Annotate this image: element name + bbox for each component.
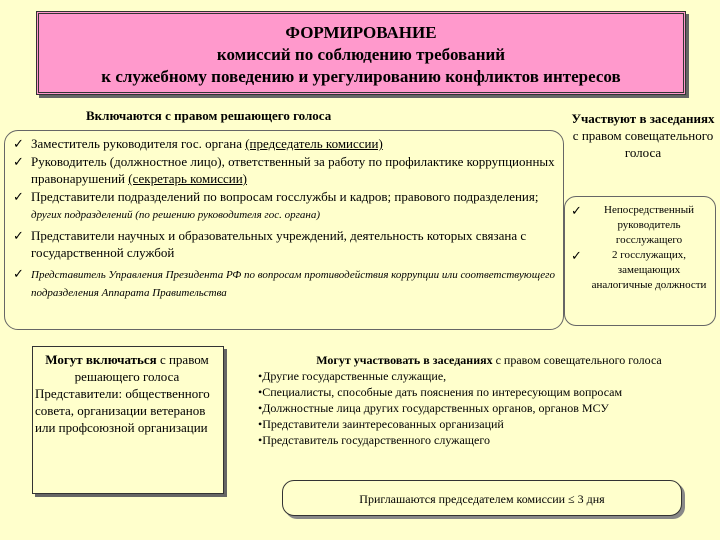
may-participate-item: •Другие государственные служащие, <box>258 369 447 383</box>
title-line-2: комиссий по соблюдению требований <box>216 45 506 64</box>
check-icon: ✓ <box>13 136 24 151</box>
may-participate-item: •Представитель государственного служащего <box>258 433 490 447</box>
participate-heading: Участвуют в заседаниях с правом совещательного голоса <box>571 111 715 160</box>
may-participate-item: •Должностные лица других государственных органов, органов МСУ <box>258 401 609 415</box>
may-include-heading: Могут включаться с правом решающего голоса <box>45 352 209 384</box>
title-line-1: ФОРМИРОВАНИЕ <box>285 23 437 42</box>
decisive-item-1: ✓ Заместитель руководителя гос. органа (председатель комиссии) <box>13 136 383 151</box>
check-icon: ✓ <box>571 248 582 263</box>
decisive-item-4: ✓ Представители научных и образовательных учреждений, деятельность которых связана с государственной службой <box>13 228 527 260</box>
check-icon: ✓ <box>13 154 24 169</box>
check-icon: ✓ <box>571 203 582 218</box>
decisive-heading: Включаются с правом решающего голоса <box>86 108 332 123</box>
title-line-3: к служебному поведению и урегулированию конфликтов интересов <box>101 67 621 86</box>
decisive-item-5: ✓ Представитель Управления Президента РФ по вопросам противодействия коррупции или соответствующего подразделения Аппарата Правительства <box>13 266 555 299</box>
check-icon: ✓ <box>13 189 24 204</box>
title-box <box>36 11 686 95</box>
decisive-box <box>4 130 564 330</box>
check-icon: ✓ <box>13 266 24 281</box>
invite-note: Приглашаются председателем комиссии ≤ 3 дня <box>282 480 682 516</box>
may-participate-heading: Могут участвовать в заседаниях с правом совещательного голоса <box>316 353 662 367</box>
may-participate-item: •Специалисты, способные дать пояснения по интересующим вопросам <box>258 385 623 399</box>
may-include-body: Представители: общественного совета, организации ветеранов или профсоюзной организации <box>35 386 210 435</box>
check-icon: ✓ <box>13 228 24 243</box>
decisive-item-2: ✓ Руководитель (должностное лицо), ответственный за работу по профилактике коррупционных правонарушений (секретарь комиссии) <box>13 154 555 186</box>
may-include-box <box>32 346 224 494</box>
decisive-item-3: ✓ Представители подразделений по вопросам госслужбы и кадров; правового подразделения; других подразделений (по решению руководителя гос. органа) <box>13 189 539 221</box>
participate-item-1: ✓ Непосредственный руководитель госслужащего <box>571 203 694 246</box>
may-participate-item: •Представители заинтересованных организаций <box>258 417 504 431</box>
may-participate-block <box>258 352 720 448</box>
participate-item-2: ✓ 2 госслужащих, замещающих аналогичные должности <box>571 248 707 291</box>
participate-box <box>564 196 716 326</box>
